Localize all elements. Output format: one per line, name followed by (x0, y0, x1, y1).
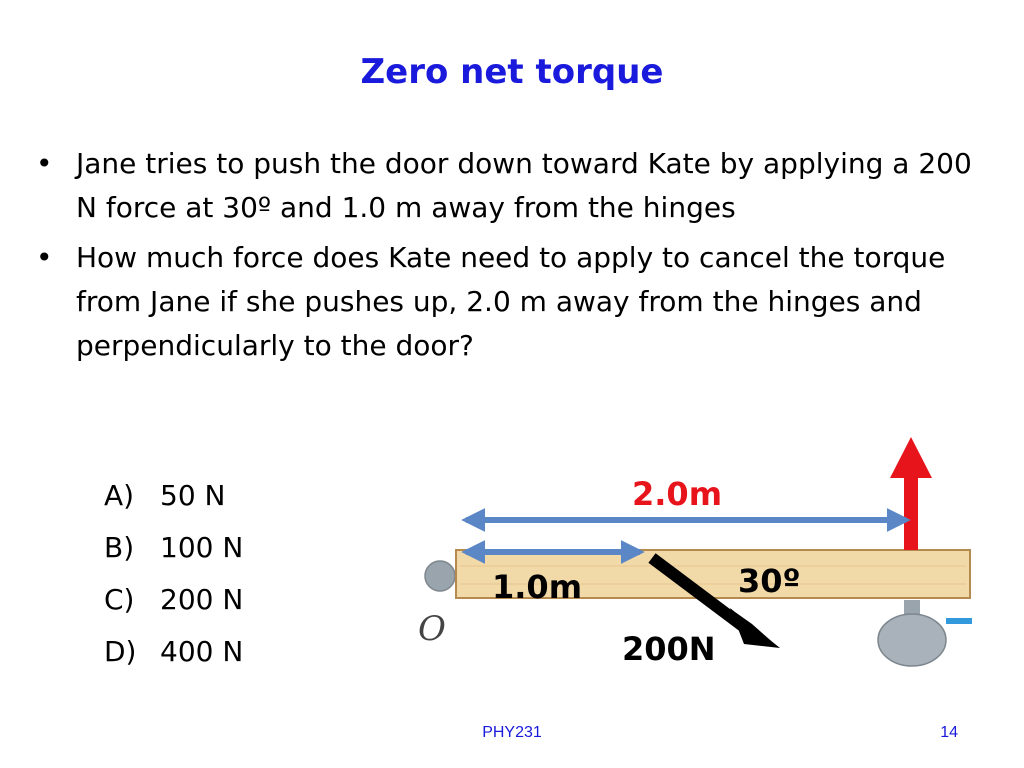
answer-letter: C) (104, 583, 135, 616)
bullet-marker: • (36, 147, 53, 180)
bullet-marker: • (36, 241, 53, 274)
answer-text: 200 N (160, 583, 244, 616)
bullet-text: Jane tries to push the door down toward Kate by applying a 200 N force at 30º and 1.0 m away from the hinges (76, 147, 972, 224)
origin-label: O (418, 609, 446, 649)
footer-page-number: 14 (940, 724, 958, 741)
angle-label: 30º (738, 562, 801, 600)
answer-text: 50 N (160, 479, 226, 512)
answer-text: 400 N (160, 635, 244, 668)
footer-course: PHY231 (482, 724, 542, 741)
label-2m: 2.0m (632, 475, 723, 513)
kate-force-head (890, 437, 932, 478)
stop-base (878, 614, 946, 666)
slide-title: Zero net torque (360, 52, 664, 92)
answer-letter: D) (104, 635, 137, 668)
label-1m: 1.0m (492, 568, 583, 606)
force-label: 200N (622, 630, 716, 668)
bullet-text: How much force does Kate need to apply to cancel the torque from Jane if she pushes up, 2.0 m away from the hinges and perpendicularly to the door? (76, 241, 946, 362)
answer-letter: A) (104, 479, 135, 512)
answer-letter: B) (104, 531, 135, 564)
kate-force-shaft (904, 476, 918, 550)
hinge-circle (425, 561, 455, 591)
answer-text: 100 N (160, 531, 244, 564)
blue-tick (946, 618, 972, 624)
